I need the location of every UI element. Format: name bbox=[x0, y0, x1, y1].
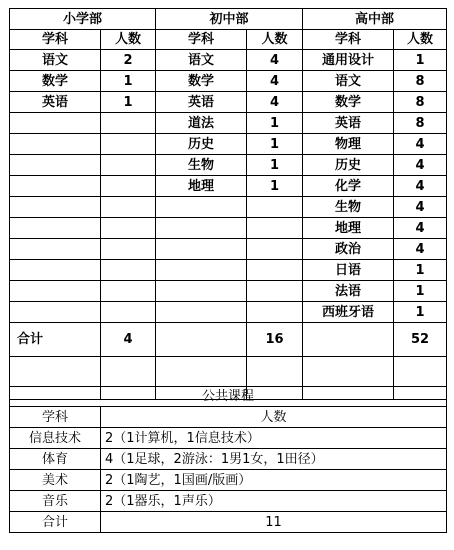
junior-subject-cell bbox=[156, 218, 247, 239]
primary-subject-cell bbox=[10, 155, 101, 176]
senior-count-cell: 4 bbox=[394, 218, 447, 239]
table-row bbox=[10, 281, 447, 302]
junior-subject-cell: 道法 bbox=[156, 113, 247, 134]
senior-count-cell: 8 bbox=[394, 92, 447, 113]
junior-subject-cell bbox=[156, 281, 247, 302]
senior-subject-header: 学科 bbox=[303, 30, 394, 50]
junior-count-cell: 4 bbox=[247, 50, 303, 71]
junior-subject-cell: 历史 bbox=[156, 134, 247, 155]
primary-subject-cell: 英语 bbox=[10, 92, 101, 113]
senior-subject-cell: 化学 bbox=[303, 176, 394, 197]
junior-total-value: 16 bbox=[247, 323, 303, 357]
junior-count-cell bbox=[247, 260, 303, 281]
senior-subject-cell: 政治 bbox=[303, 239, 394, 260]
table-row bbox=[10, 197, 447, 218]
table-row bbox=[10, 302, 447, 323]
table-row bbox=[10, 134, 447, 155]
public-subject-cell: 体育 bbox=[10, 449, 101, 470]
senior-subject-cell: 通用设计 bbox=[303, 50, 394, 71]
table-row bbox=[10, 155, 447, 176]
primary-count-cell: 1 bbox=[101, 92, 156, 113]
table-row bbox=[10, 428, 447, 449]
primary-subject-header: 学科 bbox=[10, 30, 101, 50]
junior-subject-cell bbox=[156, 197, 247, 218]
primary-count-cell bbox=[101, 302, 156, 323]
senior-count-header: 人数 bbox=[394, 30, 447, 50]
junior-subject-cell bbox=[156, 239, 247, 260]
junior-subject-cell: 生物 bbox=[156, 155, 247, 176]
senior-count-cell: 1 bbox=[394, 281, 447, 302]
junior-count-cell bbox=[247, 302, 303, 323]
primary-subject-cell bbox=[10, 302, 101, 323]
primary-count-cell bbox=[101, 176, 156, 197]
public-count-cell: 2（1器乐，1声乐） bbox=[101, 491, 447, 512]
school-staff-table bbox=[9, 8, 447, 400]
junior-total-label bbox=[156, 323, 247, 357]
primary-count-header: 人数 bbox=[101, 30, 156, 50]
primary-total-value: 4 bbox=[101, 323, 156, 357]
junior-subject-cell: 数学 bbox=[156, 71, 247, 92]
section-junior-header: 初中部 bbox=[156, 9, 303, 30]
senior-count-cell: 4 bbox=[394, 176, 447, 197]
public-count-cell: 2（1陶艺，1国画/版画） bbox=[101, 470, 447, 491]
totals-row bbox=[10, 323, 447, 357]
primary-total-label: 合计 bbox=[10, 323, 101, 357]
senior-subject-cell: 英语 bbox=[303, 113, 394, 134]
public-subject-cell: 信息技术 bbox=[10, 428, 101, 449]
senior-count-cell: 8 bbox=[394, 71, 447, 92]
senior-count-cell: 4 bbox=[394, 155, 447, 176]
senior-subject-cell: 法语 bbox=[303, 281, 394, 302]
primary-subject-cell: 语文 bbox=[10, 50, 101, 71]
senior-subject-cell: 数学 bbox=[303, 92, 394, 113]
junior-subject-header: 学科 bbox=[156, 30, 247, 50]
table-row bbox=[10, 449, 447, 470]
table-row bbox=[10, 260, 447, 281]
primary-subject-cell bbox=[10, 197, 101, 218]
junior-subject-cell: 英语 bbox=[156, 92, 247, 113]
senior-count-cell: 4 bbox=[394, 197, 447, 218]
primary-count-cell bbox=[101, 239, 156, 260]
senior-subject-cell: 物理 bbox=[303, 134, 394, 155]
senior-subject-cell: 语文 bbox=[303, 71, 394, 92]
junior-count-header: 人数 bbox=[247, 30, 303, 50]
primary-count-cell bbox=[101, 281, 156, 302]
table-row bbox=[10, 92, 447, 113]
junior-count-cell bbox=[247, 239, 303, 260]
public-count-header: 人数 bbox=[101, 407, 447, 428]
public-total-row bbox=[10, 512, 447, 533]
public-courses-table bbox=[9, 386, 447, 533]
table-row bbox=[10, 218, 447, 239]
senior-count-cell: 1 bbox=[394, 50, 447, 71]
primary-subject-cell bbox=[10, 239, 101, 260]
primary-subject-cell bbox=[10, 281, 101, 302]
primary-subject-cell bbox=[10, 134, 101, 155]
primary-count-cell bbox=[101, 218, 156, 239]
primary-subject-cell bbox=[10, 260, 101, 281]
public-subject-cell: 音乐 bbox=[10, 491, 101, 512]
section-senior-header: 高中部 bbox=[303, 9, 447, 30]
junior-count-cell: 1 bbox=[247, 134, 303, 155]
primary-count-cell: 2 bbox=[101, 50, 156, 71]
table-row bbox=[10, 239, 447, 260]
senior-subject-cell: 历史 bbox=[303, 155, 394, 176]
junior-count-cell: 1 bbox=[247, 176, 303, 197]
senior-subject-cell: 日语 bbox=[303, 260, 394, 281]
table-row bbox=[10, 470, 447, 491]
junior-count-cell: 4 bbox=[247, 71, 303, 92]
junior-count-cell: 4 bbox=[247, 92, 303, 113]
primary-count-cell: 1 bbox=[101, 71, 156, 92]
primary-subject-cell bbox=[10, 113, 101, 134]
senior-subject-cell: 生物 bbox=[303, 197, 394, 218]
table-row bbox=[10, 71, 447, 92]
table-row bbox=[10, 491, 447, 512]
public-count-cell: 4（1足球，2游泳：1男1女，1田径） bbox=[101, 449, 447, 470]
senior-count-cell: 1 bbox=[394, 302, 447, 323]
public-subject-header: 学科 bbox=[10, 407, 101, 428]
primary-count-cell bbox=[101, 197, 156, 218]
public-total-label: 合计 bbox=[10, 512, 101, 533]
public-subject-cell: 美术 bbox=[10, 470, 101, 491]
junior-subject-cell bbox=[156, 260, 247, 281]
public-total-value: 11 bbox=[101, 512, 447, 533]
senior-total-value: 52 bbox=[394, 323, 447, 357]
section-primary-header: 小学部 bbox=[10, 9, 156, 30]
primary-count-cell bbox=[101, 113, 156, 134]
primary-count-cell bbox=[101, 260, 156, 281]
table-row bbox=[10, 113, 447, 134]
primary-count-cell bbox=[101, 134, 156, 155]
junior-subject-cell: 语文 bbox=[156, 50, 247, 71]
senior-subject-cell: 西班牙语 bbox=[303, 302, 394, 323]
public-count-cell: 2（1计算机，1信息技术） bbox=[101, 428, 447, 449]
primary-subject-cell bbox=[10, 176, 101, 197]
senior-count-cell: 4 bbox=[394, 134, 447, 155]
table-row bbox=[10, 50, 447, 71]
senior-count-cell: 4 bbox=[394, 239, 447, 260]
primary-subject-cell bbox=[10, 218, 101, 239]
junior-subject-cell: 地理 bbox=[156, 176, 247, 197]
junior-count-cell bbox=[247, 197, 303, 218]
senior-subject-cell: 地理 bbox=[303, 218, 394, 239]
junior-count-cell bbox=[247, 281, 303, 302]
junior-count-cell bbox=[247, 218, 303, 239]
junior-count-cell: 1 bbox=[247, 113, 303, 134]
senior-count-cell: 8 bbox=[394, 113, 447, 134]
senior-total-label bbox=[303, 323, 394, 357]
junior-count-cell: 1 bbox=[247, 155, 303, 176]
primary-subject-cell: 数学 bbox=[10, 71, 101, 92]
table-row bbox=[10, 176, 447, 197]
senior-count-cell: 1 bbox=[394, 260, 447, 281]
primary-count-cell bbox=[101, 155, 156, 176]
public-courses-title: 公共课程 bbox=[10, 387, 447, 407]
junior-subject-cell bbox=[156, 302, 247, 323]
